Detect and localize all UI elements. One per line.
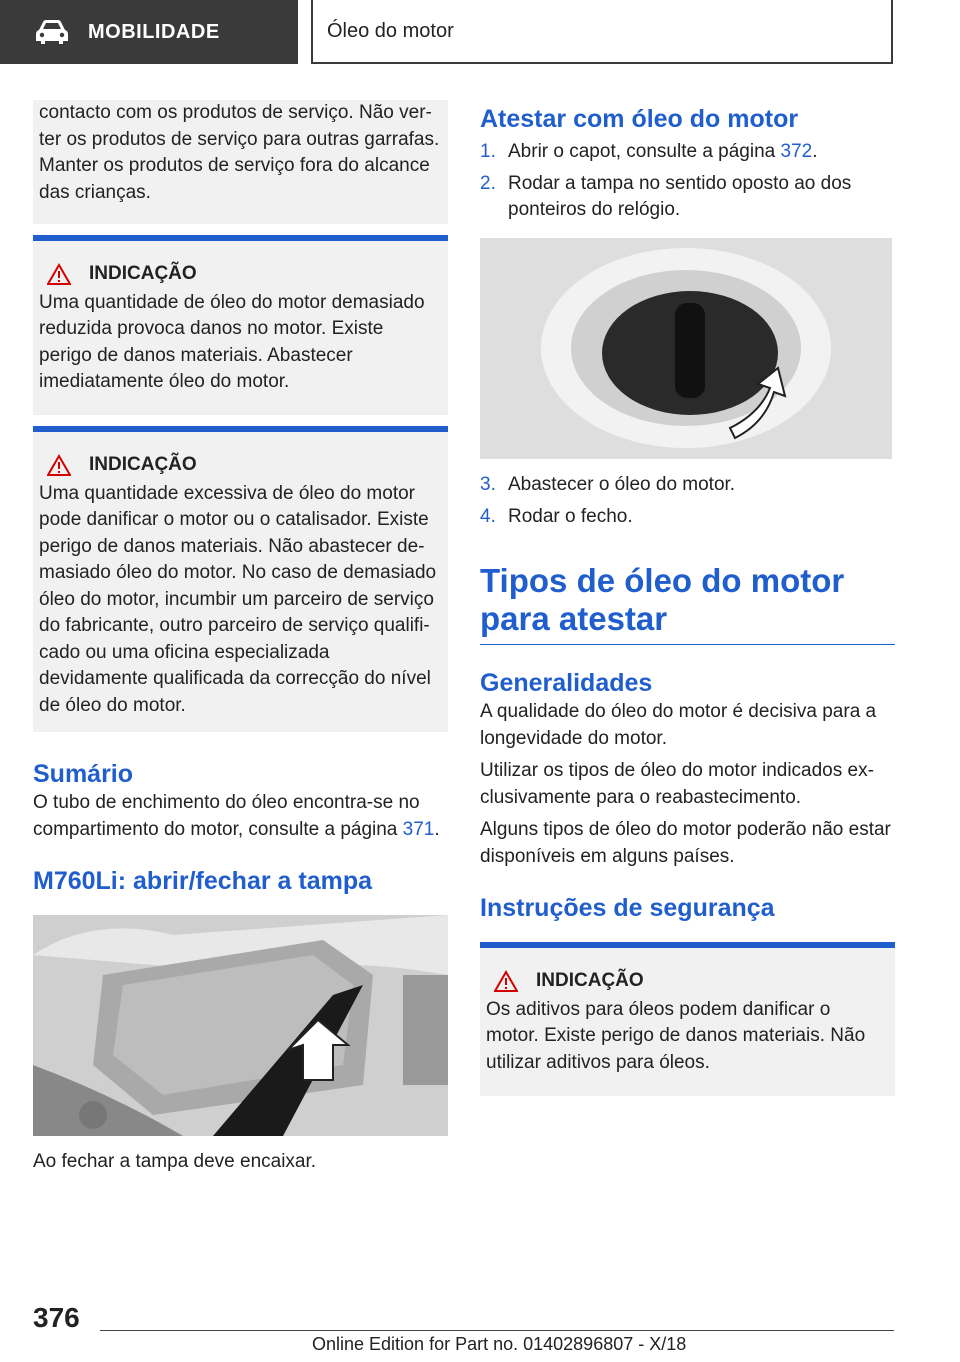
summary-heading: Sumário [33, 760, 134, 788]
edition-text: Online Edition for Part no. 01402896807 - X/18 [312, 1334, 687, 1354]
warning-icon [494, 970, 518, 992]
section-tab[interactable] [0, 0, 298, 64]
paragraph: A qualidade do óleo do motor é decisiva para a longevidade do motor. [480, 701, 877, 749]
left-column [33, 100, 448, 897]
general-heading: Generalidades [480, 669, 653, 697]
notice-text: Uma quantidade excessiva de óleo do motor pode danificar o motor ou o catalisador. Existe perigo de danos materiais. Não abastecer de-masiado óleo do motor. No caso de demasiado óleo do motor, incumbir um parceiro de serviço do fabricante, outro parceiro de serviço qualifi-cado ou uma oficina especializada devidamente qualificada da correcção do nível de óleo do motor. [39, 482, 437, 716]
footer-divider [100, 1330, 894, 1331]
page-title: Óleo do motor [311, 0, 893, 64]
safety-heading: Instruções de segurança [480, 894, 775, 922]
intro-box [33, 100, 448, 224]
notice-text: Os aditivos para óleos podem danificar o motor. Existe perigo de danos materiais. Não utilizar aditivos para óleos. [486, 998, 866, 1073]
warning-icon [47, 263, 71, 285]
oil-cap-image [480, 238, 892, 459]
fill-heading: Atestar com óleo do motor [480, 105, 799, 133]
warning-icon [47, 454, 71, 476]
paragraph: Utilizar os tipos de óleo do motor indicados ex-clusivamente para o reabastecimento. [480, 760, 874, 808]
m760-caption: Ao fechar a tampa deve encaixar. [33, 1151, 317, 1172]
list-item: 1. Abrir o capot, consulte a página 372. [480, 141, 818, 162]
list-item: 2. Rodar a tampa no sentido oposto ao dos ponteiros do relógio. [480, 172, 852, 220]
m760-heading: M760Li: abrir/fechar a tampa [33, 867, 373, 895]
list-item: 4. Rodar o fecho. [480, 505, 633, 527]
notice-box-1 [33, 235, 448, 415]
notice-title: INDICAÇÃO [89, 263, 197, 284]
page-link-371[interactable]: 371 [402, 818, 435, 840]
notice-title: INDICAÇÃO [89, 454, 197, 475]
right-column-bottom [480, 472, 895, 1096]
paragraph: Alguns tipos de óleo do motor poderão não estar disponíveis em alguns países. [480, 819, 891, 867]
page-number: 376 [33, 1302, 80, 1333]
section-label: MOBILIDADE [88, 20, 220, 43]
notice-box-3 [480, 942, 895, 1096]
summary-text: O tubo de enchimento do óleo encontra-se no compartimento do motor, consulte a página 371. [33, 792, 440, 840]
notice-text: Uma quantidade de óleo do motor demasiado reduzida provoca danos no motor. Existe perigo de danos materiais. Abastecer imediatamente óleo do motor. [39, 291, 425, 392]
page-link-372[interactable]: 372 [780, 141, 813, 162]
list-item: 3. Abastecer o óleo do motor. [480, 474, 736, 495]
right-column-top [480, 103, 895, 224]
notice-box-2 [33, 426, 448, 732]
engine-bay-image [33, 915, 448, 1136]
types-heading: Tipos de óleo do motor para atestar [480, 562, 895, 645]
notice-title: INDICAÇÃO [536, 970, 644, 991]
car-icon [34, 17, 70, 47]
intro-text: contacto com os produtos de serviço. Não ver-ter os produtos de serviço para outras garrafas. Manter os produtos de serviço fora do alcance das crianças. [39, 102, 440, 203]
